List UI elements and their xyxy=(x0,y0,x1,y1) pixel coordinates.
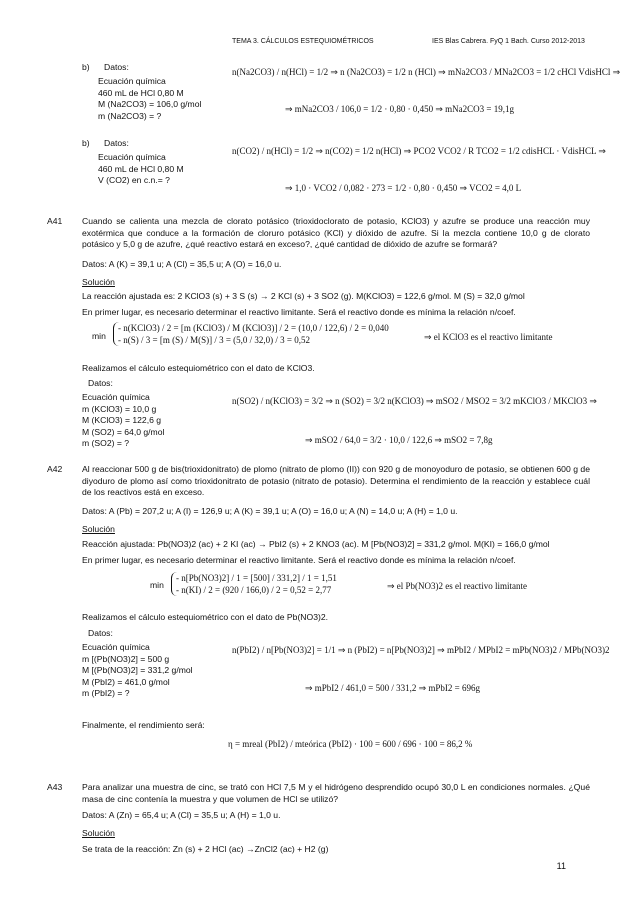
data-line: m (PbI2) = ? xyxy=(82,688,130,699)
data-line: m (KClO3) = 10,0 g xyxy=(82,403,157,414)
section-b2-equation-2: ⇒ 1,0 · VCO2 / 0,082 · 273 = 1/2 · 0,80 · 0,450 ⇒ VCO2 = 4,0 L xyxy=(285,183,522,193)
a43-statement: Para analizar una muestra de cinc, se trató con HCl 7,5 M y el hidrógeno desprendido ocupó 30,0 L en condiciones normales. ¿Qué masa de cinc contenía la muestra y que volumen de HCl se utilizó? xyxy=(82,782,590,804)
a42-min-result: ⇒ el Pb(NO3)2 es el reactivo limitante xyxy=(387,581,528,591)
a41-min-word: min xyxy=(92,331,106,341)
data-line: 460 mL de HCl 0,80 M xyxy=(98,87,184,98)
a42-realizamos: Realizamos el cálculo estequiométrico con el dato de Pb(NO3)2. xyxy=(82,612,329,622)
data-line: m (SO2) = ? xyxy=(82,438,130,449)
exercise-number-a43: A43 xyxy=(47,782,63,792)
a42-solucion-heading: Solución xyxy=(82,524,115,534)
header-right: IES Blas Cabrera. FyQ 1 Bach. Curso 2012-2013 xyxy=(432,38,585,45)
a42-finalmente: Finalmente, el rendimiento será: xyxy=(82,720,205,730)
a42-min-word: min xyxy=(150,580,164,590)
a41-datos-list xyxy=(82,392,164,450)
a41-datos: Datos: A (K) = 39,1 u; A (Cl) = 35,5 u; A (O) = 16,0 u. xyxy=(82,259,282,269)
a43-datos: Datos: A (Zn) = 65,4 u; A (Cl) = 35,5 u; A (H) = 1,0 u. xyxy=(82,810,281,820)
a42-datos-label: Datos: xyxy=(88,628,113,638)
a42-equation-2: ⇒ mPbI2 / 461,0 = 500 / 331,2 ⇒ mPbI2 = 696g xyxy=(305,683,480,693)
data-line: Ecuación química xyxy=(98,76,166,86)
section-b2-label: Datos: xyxy=(104,138,129,148)
data-line: Ecuación química xyxy=(98,152,166,162)
data-line: Ecuación química xyxy=(82,642,150,652)
a41-min-result: ⇒ el KClO3 es el reactivo limitante xyxy=(424,332,553,342)
data-line: m (Na2CO3) = ? xyxy=(98,110,162,121)
section-b1-data xyxy=(98,76,201,122)
a43-reaccion: Se trata de la reacción: Zn (s) + 2 HCl (ac) →ZnCl2 (ac) + H2 (g) xyxy=(82,844,329,854)
a41-realizamos: Realizamos el cálculo estequiométrico con el dato de KClO3. xyxy=(82,363,315,373)
a42-equation-1: n(PbI2) / n[Pb(NO3)2] = 1/1 ⇒ n (PbI2) = n[Pb(NO3)2] ⇒ mPbI2 / MPbI2 = mPb(NO3)2 / MPb(NO3)2 xyxy=(232,645,610,655)
a42-primer-lugar: En primer lugar, es necesario determinar el reactivo limitante. Será el reactivo donde es mínima la relación n/coef. xyxy=(82,555,516,565)
data-line: V (CO2) en c.n.= ? xyxy=(98,175,170,186)
a41-solucion-heading: Solución xyxy=(82,277,115,287)
a42-reaccion: Reacción ajustada: Pb(NO3)2 (ac) + 2 KI (ac) → PbI2 (s) + 2 KNO3 (ac). M [Pb(NO3)2] = 331,2 g/mol. M(KI) = 166,0 g/mol xyxy=(82,539,550,549)
a41-datos-label: Datos: xyxy=(88,378,113,388)
data-line: M (KClO3) = 122,6 g xyxy=(82,415,162,426)
a41-min-line-1: - n(KClO3) / 2 = [m (KClO3) / M (KClO3)] / 2 = (10,0 / 122,6) / 2 = 0,040 xyxy=(118,323,389,333)
data-line: m [(Pb(NO3)2] = 500 g xyxy=(82,653,170,664)
section-b1-equation-2: ⇒ mNa2CO3 / 106,0 = 1/2 · 0,80 · 0,450 ⇒ mNa2CO3 = 19,1g xyxy=(285,104,514,114)
section-b1-label: Datos: xyxy=(104,62,129,72)
a43-solucion-heading: Solución xyxy=(82,828,115,838)
a41-min-brace xyxy=(113,322,389,346)
data-line: 460 mL de HCl 0,80 M xyxy=(98,163,184,174)
a41-min-line-2: - n(S) / 3 = [m (S) / M(S)] / 3 = (5,0 / 32,0) / 3 = 0,52 xyxy=(118,335,310,346)
a41-equation-1: n(SO2) / n(KClO3) = 3/2 ⇒ n (SO2) = 3/2 n(KClO3) ⇒ mSO2 / MSO2 = 3/2 mKClO3 / MKClO3 ⇒ xyxy=(232,396,597,406)
a42-min-line-1: - n[Pb(NO3)2] / 1 = [500] / 331,2] / 1 = 1,51 xyxy=(176,573,337,583)
header-title: TEMA 3. CÁLCULOS ESTEQUIOMÉTRICOS xyxy=(232,38,374,45)
data-line: M [(Pb(NO3)2] = 331,2 g/mol xyxy=(82,665,193,676)
a41-statement: Cuando se calienta una mezcla de clorato potásico (trioxidoclorato de potasio, KClO3) y azufre se produce una reacción muy exotérmica que conduce a la formación de cloruro potásico (KCl) y dióxido de azufre. Si la mezcla contiene 10,0 g de clorato potásico y 5,0 g de azufre, ¿qué reactivo estará en exceso?, ¿qué cantidad de dióxido de azufre se formará? xyxy=(82,216,590,250)
a42-statement: Al reaccionar 500 g de bis(trioxidonitrato) de plomo (nitrato de plomo (II)) con 920 g de monoyoduro de potasio, se obtienen 600 g de diyoduro de plomo así como trioxidonitrato de potasio (nitrato de potasio). Determina el rendimiento de la reacción y establece cuál de los reactivos está en exceso. xyxy=(82,464,590,498)
data-line: M (SO2) = 64,0 g/mol xyxy=(82,426,165,437)
section-b1-letter: b) xyxy=(82,62,90,72)
section-b1-equation-1: n(Na2CO3) / n(HCl) = 1/2 ⇒ n (Na2CO3) = 1/2 n (HCl) ⇒ mNa2CO3 / MNa2CO3 = 1/2 cHCl VdisHCl ⇒ xyxy=(232,67,621,77)
data-line: Ecuación química xyxy=(82,392,150,402)
data-line: M (Na2CO3) = 106,0 g/mol xyxy=(98,99,202,110)
section-b2-equation-1: n(CO2) / n(HCl) = 1/2 ⇒ n(CO2) = 1/2 n(HCl) ⇒ PCO2 VCO2 / R TCO2 = 1/2 cdisHCL · VdisHCL ⇒ xyxy=(232,146,606,156)
a41-reaccion: La reacción ajustada es: 2 KClO3 (s) + 3 S (s) → 2 KCl (s) + 3 SO2 (g). M(KClO3) = 122,6 g/mol. M (S) = 32,0 g/mol xyxy=(82,291,525,301)
exercise-number-a42: A42 xyxy=(47,464,63,474)
a42-datos-list xyxy=(82,642,193,700)
a42-datos: Datos: A (Pb) = 207,2 u; A (I) = 126,9 u; A (K) = 39,1 u; A (O) = 16,0 u; A (N) = 14,0 u; A (H) = 1,0 u. xyxy=(82,506,458,516)
a42-min-brace xyxy=(171,572,337,596)
exercise-number-a41: A41 xyxy=(47,216,63,226)
section-b2-letter: b) xyxy=(82,138,90,148)
a41-equation-2: ⇒ mSO2 / 64,0 = 3/2 · 10,0 / 122,6 ⇒ mSO2 = 7,8g xyxy=(305,435,493,445)
a42-min-line-2: - n(KI) / 2 = (920 / 166,0) / 2 = 0,52 = 2,77 xyxy=(176,585,332,596)
a42-yield-equation: η = mreal (PbI2) / mteórica (PbI2) · 100 = 600 / 696 · 100 = 86,2 % xyxy=(228,739,473,749)
a41-primer-lugar: En primer lugar, es necesario determinar el reactivo limitante. Será el reactivo donde es mínima la relación n/coef. xyxy=(82,307,516,317)
data-line: M (PbI2) = 461,0 g/mol xyxy=(82,676,170,687)
section-b2-data xyxy=(98,152,184,187)
